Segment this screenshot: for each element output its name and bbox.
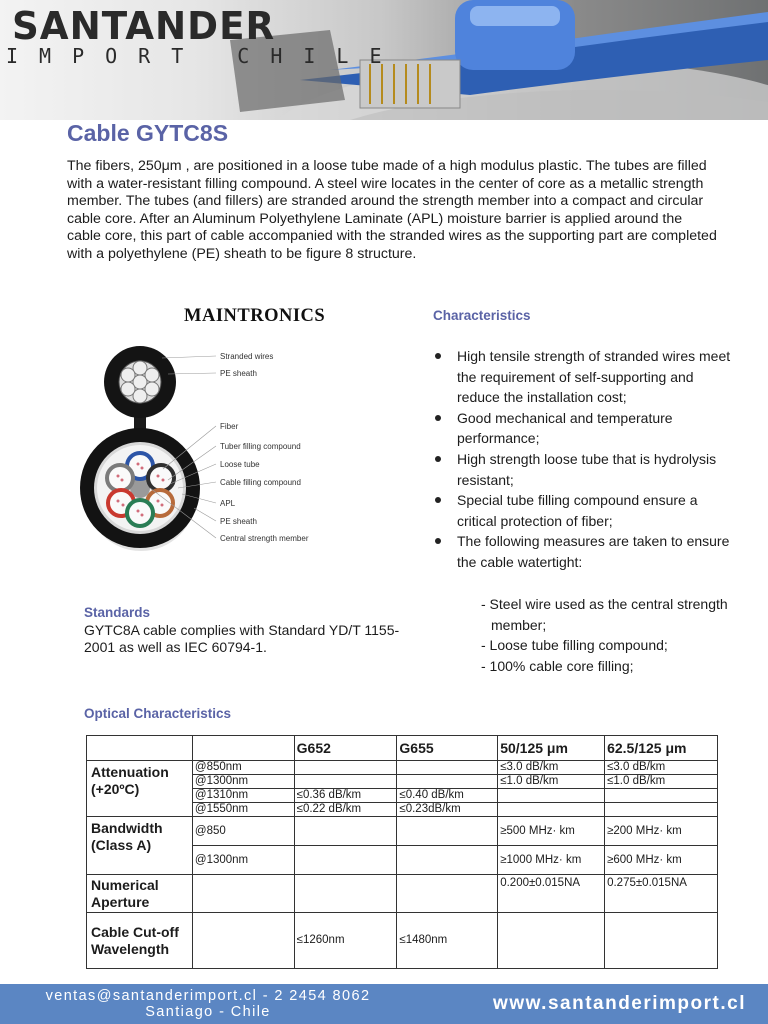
- label-loose-tube: Loose tube: [220, 460, 260, 469]
- intro-paragraph: The fibers, 250μm , are positioned in a loose tube made of a high modulus plastic. The tubes are filled with a water-resistant filling compound. A steel wire locates in the center of core as a metallic strength member. The tubes (and fillers) are stranded around the strength member into a compact and circular cable core. After an Aluminum Polyethylene Laminate (APL) moisture barrier is applied around the cable core, this part of cable accompanied with the stranded wires as the supporting part are completed with a polyethylene (PE) sheath to be figure 8 structure.: [67, 158, 717, 262]
- footer-bar: [0, 984, 768, 1024]
- header-g655: G655: [397, 736, 498, 761]
- header-50-125: 50/125 μm: [498, 736, 605, 761]
- header-62-5-125: 62.5/125 μm: [605, 736, 718, 761]
- header-g652: G652: [294, 736, 397, 761]
- contact-email-phone: ventas@santanderimport.cl - 2 2454 8062: [45, 988, 371, 1004]
- maintronics-logo: MAINTRONICS: [184, 306, 326, 326]
- measure-item: - Loose tube filling compound;: [481, 637, 668, 654]
- table-row: @1300nm ≥1000 MHz· km ≥600 MHz· km: [87, 846, 718, 875]
- brand-logo-subtitle: IMPORT CHILE: [6, 44, 403, 68]
- table-row: Numerical Aperture 0.200±0.015NA 0.275±0.015NA: [87, 875, 718, 913]
- characteristic-item: Good mechanical and temperature performance;: [433, 408, 733, 449]
- measure-item: - Steel wire used as the central strength member;: [481, 596, 728, 633]
- label-pe-sheath-top: PE sheath: [220, 369, 257, 378]
- header-banner: [0, 0, 768, 120]
- table-row: @1310nm ≤0.36 dB/km ≤0.40 dB/km: [87, 789, 718, 803]
- characteristics-list: [433, 346, 733, 573]
- bandwidth-label: Bandwidth (Class A): [87, 817, 193, 875]
- characteristic-item: Special tube filling compound ensure a critical protection of fiber;: [433, 490, 733, 531]
- contact-city: Santiago - Chile: [145, 1004, 271, 1020]
- characteristic-item: High tensile strength of stranded wires meet the requirement of self-supporting and reduce the installation cost;: [433, 346, 733, 408]
- optical-characteristics-table: [86, 735, 718, 969]
- table-row: @1300nm ≤1.0 dB/km ≤1.0 dB/km: [87, 775, 718, 789]
- standards-text: GYTC8A cable complies with Standard YD/T 1155-2001 as well as IEC 60794-1.: [84, 622, 400, 655]
- optical-characteristics-heading: Optical Characteristics: [84, 706, 232, 721]
- label-cable-filling-compound: Cable filling compound: [220, 478, 301, 487]
- cable-cross-section-diagram: [78, 338, 348, 553]
- standards-heading: Standards: [84, 605, 151, 620]
- table-row: Cable Cut-off Wavelength ≤1260nm ≤1480nm: [87, 913, 718, 969]
- measure-item: - 100% cable core filling;: [481, 657, 634, 674]
- table-header-row: [87, 736, 718, 761]
- label-central-strength-member: Central strength member: [220, 534, 309, 543]
- table-row: @1550nm ≤0.22 dB/km ≤0.23dB/km: [87, 803, 718, 817]
- brand-logo-name: SANTANDER: [12, 4, 276, 48]
- label-stranded-wires: Stranded wires: [220, 352, 274, 361]
- characteristic-item: High strength loose tube that is hydrolysis resistant;: [433, 449, 733, 490]
- characteristic-item: The following measures are taken to ensure the cable watertight:: [433, 531, 733, 572]
- label-fiber: Fiber: [220, 422, 239, 431]
- numerical-aperture-label: Numerical Aperture: [87, 875, 193, 913]
- table-row: Attenuation (+20ºC) @850nm ≤3.0 dB/km ≤3.0 dB/km: [87, 761, 718, 775]
- website-link[interactable]: www.santanderimport.cl: [493, 993, 746, 1014]
- label-tuber-filling-compound: Tuber filling compound: [220, 442, 301, 451]
- attenuation-label: Attenuation (+20ºC): [87, 761, 193, 817]
- footer-contact: [18, 988, 398, 1020]
- watertight-measures-list: [433, 594, 733, 676]
- page-title: Cable GYTC8S: [67, 120, 229, 146]
- characteristics-heading: Characteristics: [433, 308, 531, 323]
- cutoff-wavelength-label: Cable Cut-off Wavelength: [87, 913, 193, 969]
- label-pe-sheath-bottom: PE sheath: [220, 517, 257, 526]
- table-row: Bandwidth (Class A) @850 ≥500 MHz· km ≥200 MHz· km: [87, 817, 718, 846]
- label-apl: APL: [220, 499, 236, 508]
